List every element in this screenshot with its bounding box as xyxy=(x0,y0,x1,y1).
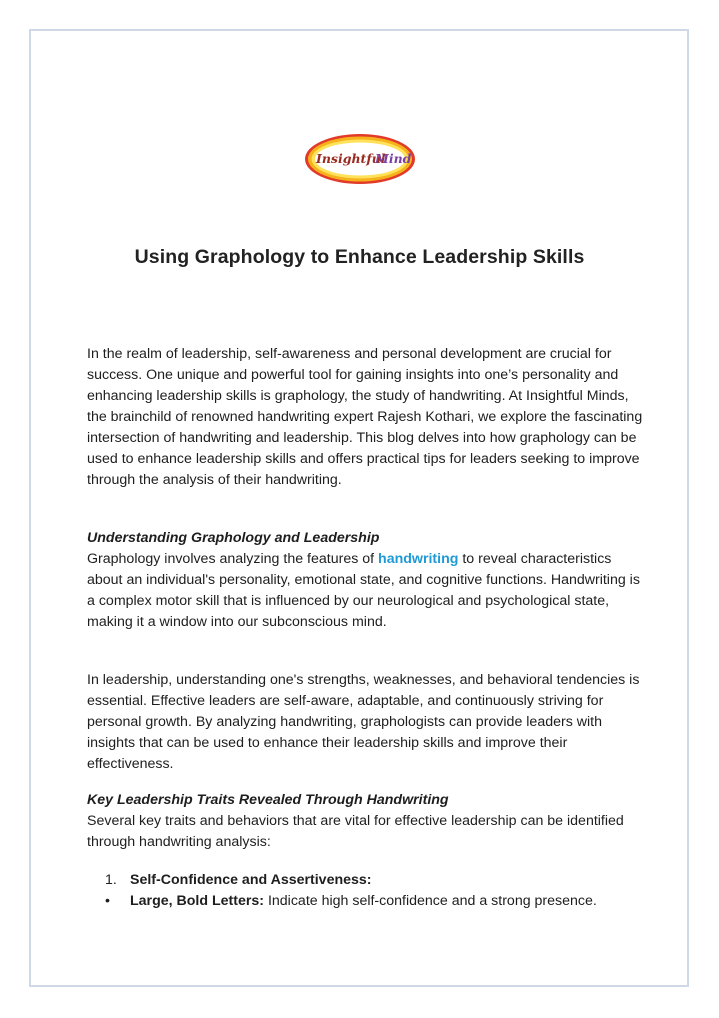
section-heading-understanding: Understanding Graphology and Leadership xyxy=(87,530,380,546)
document-title: Using Graphology to Enhance Leadership Skills xyxy=(134,246,585,268)
graphology-text-after: to reveal characteristics about an individual's personality, emotional state, and cognitive functions. Handwriting is a complex motor skill that is influenced by our neurological and psychological state, making it a window into our subconscious mind. xyxy=(87,551,640,630)
insightful-mind-logo xyxy=(303,132,417,186)
bullet-item-bold: Large, Bold Letters: xyxy=(130,893,265,909)
graphology-paragraph xyxy=(87,549,647,633)
numbered-list-item xyxy=(105,870,665,891)
handwriting-link[interactable]: handwriting xyxy=(378,551,459,567)
section-heading-key-traits: Key Leadership Traits Revealed Through Handwriting xyxy=(87,792,449,808)
traits-intro-paragraph xyxy=(87,811,647,853)
logo-text-1: Insightful xyxy=(316,151,386,166)
list-item-title: Self-Confidence and Assertiveness: xyxy=(130,872,372,888)
leadership-text: In leadership, understanding one's strengths, weaknesses, and behavioral tendencies is essential. Effective leaders are self-aware, adaptable, and continuously striving for personal growth. By analyzing handwriting, graphologists can provide leaders with insights that can be used to enhance their leadership skills and improve their effectiveness. xyxy=(87,672,640,772)
graphology-text-before: Graphology involves analyzing the features of xyxy=(87,551,379,567)
intro-paragraph xyxy=(87,344,647,491)
intro-text: In the realm of leadership, self-awareness and personal development are crucial for success. One unique and powerful tool for gaining insights into one’s personality and enhancing leadership skills is graphology, the study of handwriting. At Insightful Minds, the brainchild of renowned handwriting expert Rajesh Kothari, we explore the fascinating intersection of handwriting and leadership. This blog delves into how graphology can be used to enhance leadership skills and offers practical tips for leaders seeking to improve through the analysis of their handwriting. xyxy=(87,346,643,488)
list-number: 1. xyxy=(105,872,117,888)
leadership-paragraph xyxy=(87,670,647,775)
logo-text-2: Mind xyxy=(375,151,412,166)
traits-intro-text: Several key traits and behaviors that are vital for effective leadership can be identified through handwriting analysis: xyxy=(87,813,624,850)
bullet-item-text: Indicate high self-confidence and a strong presence. xyxy=(264,893,597,909)
bullet-icon: • xyxy=(105,893,110,909)
bullet-list-item xyxy=(105,891,665,912)
